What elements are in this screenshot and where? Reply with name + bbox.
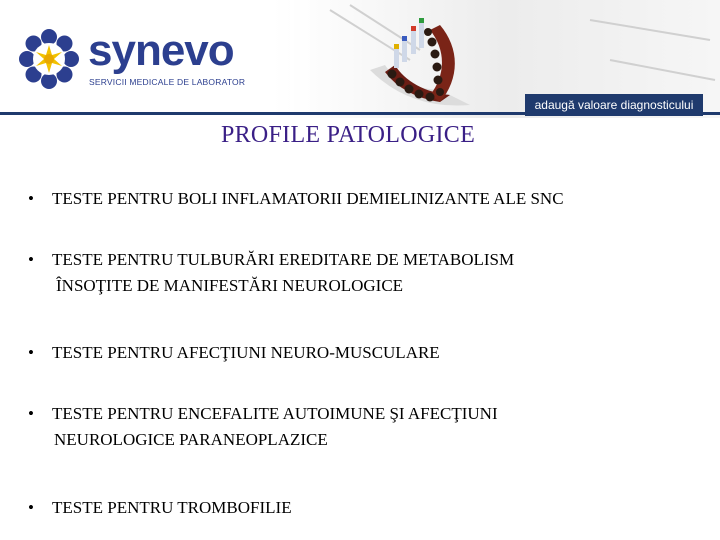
- logo-subtitle: SERVICII MEDICALE DE LABORATOR: [89, 77, 246, 87]
- tagline-banner: adaugă valoare diagnosticului: [525, 94, 703, 116]
- bullet-text-continuation: NEUROLOGICE PARANEOPLAZICE: [54, 430, 328, 449]
- logo-flower-icon: [18, 28, 80, 90]
- bullet-symbol: •: [28, 343, 34, 362]
- bullet-text: TESTE PENTRU BOLI INFLAMATORII DEMIELINIZANTE ALE SNC: [52, 189, 564, 208]
- bullet-symbol: •: [28, 189, 34, 208]
- logo-wordmark: synevo: [88, 26, 234, 75]
- bullet-text: TESTE PENTRU ENCEFALITE AUTOIMUNE ŞI AFECŢIUNI: [52, 404, 498, 423]
- bullet-symbol: •: [28, 498, 34, 517]
- bullet-text: TESTE PENTRU AFECŢIUNI NEURO-MUSCULARE: [52, 343, 440, 362]
- bullet-symbol: •: [28, 404, 34, 423]
- bullet-text-continuation: ÎNSOŢITE DE MANIFESTĂRI NEUROLOGICE: [56, 276, 404, 295]
- slide-title: PROFILE PATOLOGICE: [220, 122, 476, 148]
- synevo-logo: [18, 22, 248, 102]
- bullet-symbol: •: [28, 250, 34, 269]
- bullet-text: TESTE PENTRU TULBURĂRI EREDITARE DE METABOLISM: [52, 250, 515, 269]
- bullet-text: TESTE PENTRU TROMBOFILIE: [52, 498, 292, 517]
- header-banner: [0, 0, 720, 118]
